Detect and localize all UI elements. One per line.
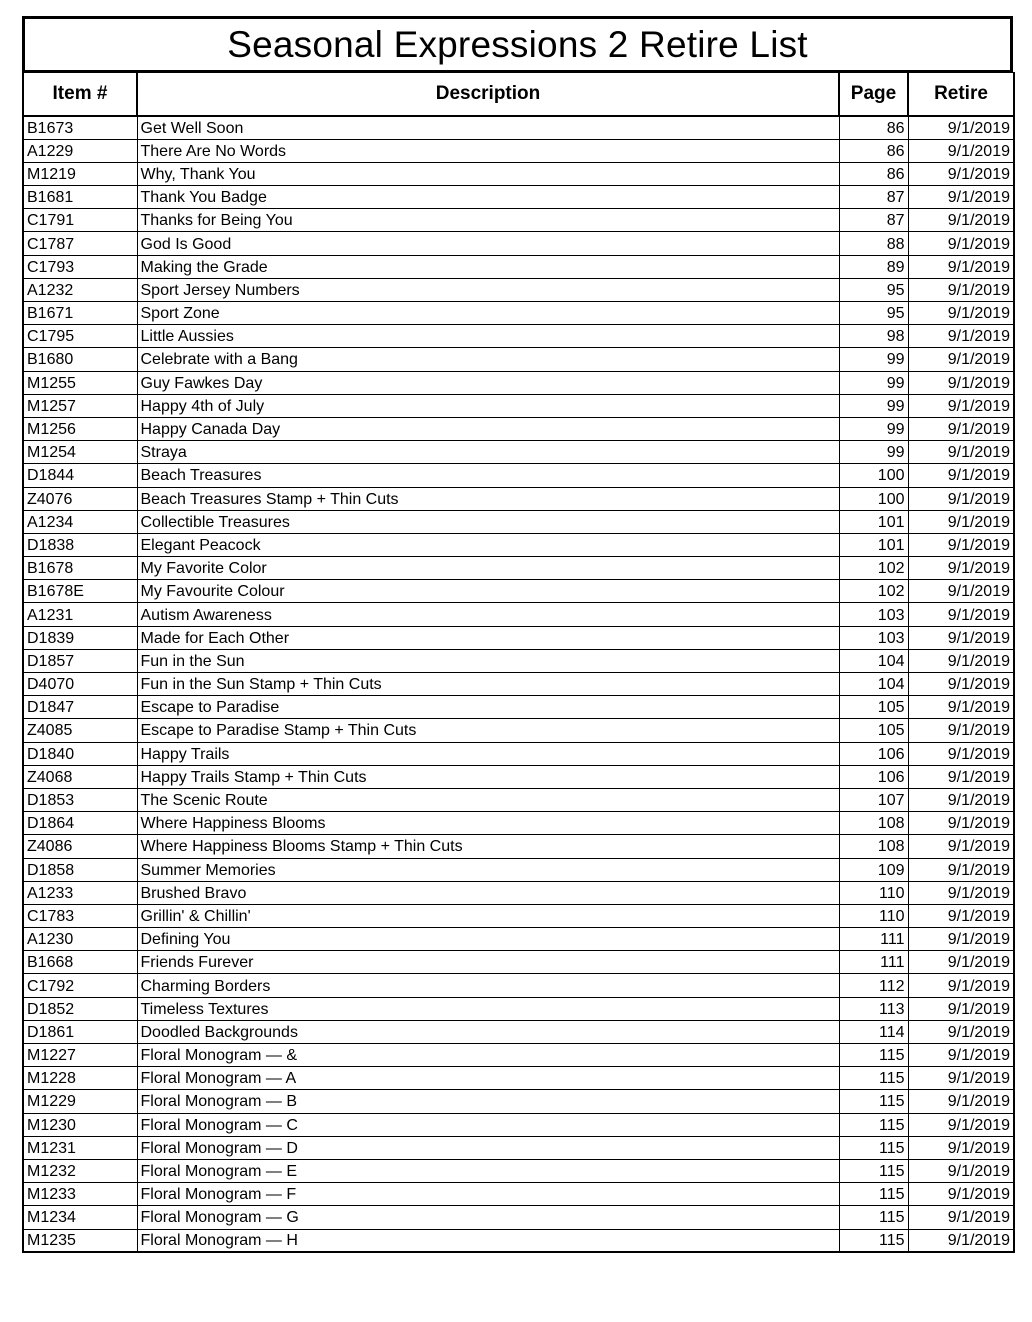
table-row (23, 417, 1014, 440)
cell-retire-date: 9/1/2019 (908, 371, 1014, 394)
cell-item-number: M1254 (23, 441, 137, 464)
cell-page: 115 (839, 1090, 908, 1113)
table-row (23, 696, 1014, 719)
cell-item-number: M1232 (23, 1159, 137, 1182)
cell-page: 104 (839, 649, 908, 672)
cell-item-number: A1233 (23, 881, 137, 904)
cell-retire-date: 9/1/2019 (908, 255, 1014, 278)
cell-description: Sport Jersey Numbers (137, 278, 839, 301)
cell-retire-date: 9/1/2019 (908, 788, 1014, 811)
cell-retire-date: 9/1/2019 (908, 765, 1014, 788)
cell-retire-date: 9/1/2019 (908, 162, 1014, 185)
table-row (23, 580, 1014, 603)
cell-description: The Scenic Route (137, 788, 839, 811)
column-header-page: Page (839, 72, 908, 116)
cell-description: Thanks for Being You (137, 209, 839, 232)
cell-description: Made for Each Other (137, 626, 839, 649)
table-row (23, 1067, 1014, 1090)
table-row (23, 788, 1014, 811)
table-row (23, 997, 1014, 1020)
cell-item-number: B1673 (23, 116, 137, 139)
cell-item-number: D1840 (23, 742, 137, 765)
cell-item-number: C1783 (23, 904, 137, 927)
cell-page: 112 (839, 974, 908, 997)
cell-retire-date: 9/1/2019 (908, 881, 1014, 904)
cell-page: 110 (839, 904, 908, 927)
cell-item-number: M1230 (23, 1113, 137, 1136)
cell-page: 115 (839, 1113, 908, 1136)
cell-item-number: Z4085 (23, 719, 137, 742)
cell-item-number: M1234 (23, 1206, 137, 1229)
cell-item-number: D1838 (23, 533, 137, 556)
cell-page: 102 (839, 580, 908, 603)
table-row (23, 812, 1014, 835)
cell-retire-date: 9/1/2019 (908, 649, 1014, 672)
cell-description: Happy 4th of July (137, 394, 839, 417)
cell-retire-date: 9/1/2019 (908, 1206, 1014, 1229)
cell-retire-date: 9/1/2019 (908, 533, 1014, 556)
cell-item-number: Z4076 (23, 487, 137, 510)
cell-item-number: B1668 (23, 951, 137, 974)
cell-description: Little Aussies (137, 325, 839, 348)
cell-page: 100 (839, 487, 908, 510)
cell-retire-date: 9/1/2019 (908, 441, 1014, 464)
cell-item-number: M1233 (23, 1183, 137, 1206)
cell-description: Elegant Peacock (137, 533, 839, 556)
cell-page: 115 (839, 1206, 908, 1229)
cell-description: Collectible Treasures (137, 510, 839, 533)
cell-description: Friends Furever (137, 951, 839, 974)
table-row (23, 1206, 1014, 1229)
table-row (23, 255, 1014, 278)
cell-retire-date: 9/1/2019 (908, 603, 1014, 626)
cell-page: 95 (839, 302, 908, 325)
cell-retire-date: 9/1/2019 (908, 417, 1014, 440)
cell-retire-date: 9/1/2019 (908, 719, 1014, 742)
table-row (23, 487, 1014, 510)
cell-page: 115 (839, 1229, 908, 1252)
table-row (23, 441, 1014, 464)
cell-description: There Are No Words (137, 139, 839, 162)
cell-description: Thank You Badge (137, 186, 839, 209)
cell-page: 104 (839, 673, 908, 696)
cell-item-number: M1228 (23, 1067, 137, 1090)
cell-retire-date: 9/1/2019 (908, 394, 1014, 417)
cell-item-number: B1681 (23, 186, 137, 209)
table-row (23, 209, 1014, 232)
cell-retire-date: 9/1/2019 (908, 557, 1014, 580)
cell-item-number: C1787 (23, 232, 137, 255)
cell-retire-date: 9/1/2019 (908, 928, 1014, 951)
table-row (23, 1044, 1014, 1067)
table-header-row (23, 72, 1014, 116)
table-row (23, 533, 1014, 556)
table-row (23, 162, 1014, 185)
cell-page: 110 (839, 881, 908, 904)
cell-page: 114 (839, 1020, 908, 1043)
table-row (23, 139, 1014, 162)
cell-page: 86 (839, 139, 908, 162)
cell-page: 108 (839, 835, 908, 858)
table-row (23, 835, 1014, 858)
table-row (23, 325, 1014, 348)
cell-item-number: D1847 (23, 696, 137, 719)
cell-description: Making the Grade (137, 255, 839, 278)
cell-page: 99 (839, 348, 908, 371)
cell-description: Grillin' & Chillin' (137, 904, 839, 927)
cell-item-number: C1795 (23, 325, 137, 348)
cell-description: Get Well Soon (137, 116, 839, 139)
cell-page: 115 (839, 1067, 908, 1090)
table-row (23, 881, 1014, 904)
retire-table (22, 72, 1015, 1253)
cell-description: Brushed Bravo (137, 881, 839, 904)
table-row (23, 1136, 1014, 1159)
cell-page: 115 (839, 1183, 908, 1206)
table-row (23, 626, 1014, 649)
cell-item-number: C1793 (23, 255, 137, 278)
cell-page: 99 (839, 417, 908, 440)
cell-page: 107 (839, 788, 908, 811)
cell-item-number: A1230 (23, 928, 137, 951)
cell-page: 87 (839, 209, 908, 232)
cell-page: 103 (839, 603, 908, 626)
cell-page: 89 (839, 255, 908, 278)
cell-description: Why, Thank You (137, 162, 839, 185)
cell-page: 103 (839, 626, 908, 649)
cell-item-number: D1853 (23, 788, 137, 811)
cell-description: Floral Monogram — C (137, 1113, 839, 1136)
cell-page: 98 (839, 325, 908, 348)
cell-page: 95 (839, 278, 908, 301)
cell-description: Guy Fawkes Day (137, 371, 839, 394)
cell-item-number: M1255 (23, 371, 137, 394)
cell-item-number: A1232 (23, 278, 137, 301)
cell-item-number: M1235 (23, 1229, 137, 1252)
cell-description: Timeless Textures (137, 997, 839, 1020)
table-row (23, 974, 1014, 997)
cell-item-number: D1858 (23, 858, 137, 881)
cell-item-number: M1257 (23, 394, 137, 417)
cell-page: 115 (839, 1044, 908, 1067)
table-row (23, 371, 1014, 394)
cell-description: Floral Monogram — B (137, 1090, 839, 1113)
cell-retire-date: 9/1/2019 (908, 951, 1014, 974)
cell-description: Straya (137, 441, 839, 464)
cell-description: Floral Monogram — H (137, 1229, 839, 1252)
cell-page: 111 (839, 951, 908, 974)
cell-page: 106 (839, 742, 908, 765)
cell-retire-date: 9/1/2019 (908, 232, 1014, 255)
cell-item-number: D4070 (23, 673, 137, 696)
table-row (23, 1229, 1014, 1252)
cell-page: 113 (839, 997, 908, 1020)
cell-retire-date: 9/1/2019 (908, 626, 1014, 649)
cell-page: 109 (839, 858, 908, 881)
cell-item-number: B1678E (23, 580, 137, 603)
cell-item-number: M1229 (23, 1090, 137, 1113)
cell-page: 101 (839, 533, 908, 556)
cell-description: Happy Canada Day (137, 417, 839, 440)
cell-item-number: B1678 (23, 557, 137, 580)
cell-item-number: A1231 (23, 603, 137, 626)
cell-retire-date: 9/1/2019 (908, 348, 1014, 371)
cell-description: Defining You (137, 928, 839, 951)
cell-page: 87 (839, 186, 908, 209)
cell-retire-date: 9/1/2019 (908, 1067, 1014, 1090)
table-row (23, 510, 1014, 533)
table-row (23, 394, 1014, 417)
cell-retire-date: 9/1/2019 (908, 510, 1014, 533)
cell-description: Celebrate with a Bang (137, 348, 839, 371)
table-row (23, 278, 1014, 301)
table-row (23, 649, 1014, 672)
cell-retire-date: 9/1/2019 (908, 974, 1014, 997)
table-row (23, 603, 1014, 626)
table-row (23, 1090, 1014, 1113)
table-row (23, 673, 1014, 696)
cell-item-number: A1229 (23, 139, 137, 162)
cell-retire-date: 9/1/2019 (908, 1229, 1014, 1252)
cell-description: Summer Memories (137, 858, 839, 881)
cell-retire-date: 9/1/2019 (908, 1090, 1014, 1113)
table-row (23, 719, 1014, 742)
cell-item-number: D1844 (23, 464, 137, 487)
cell-page: 88 (839, 232, 908, 255)
cell-item-number: Z4086 (23, 835, 137, 858)
cell-description: Doodled Backgrounds (137, 1020, 839, 1043)
cell-description: Escape to Paradise (137, 696, 839, 719)
cell-item-number: B1680 (23, 348, 137, 371)
cell-retire-date: 9/1/2019 (908, 116, 1014, 139)
cell-description: Beach Treasures (137, 464, 839, 487)
cell-description: Where Happiness Blooms (137, 812, 839, 835)
cell-item-number: Z4068 (23, 765, 137, 788)
table-row (23, 1183, 1014, 1206)
cell-description: Fun in the Sun Stamp + Thin Cuts (137, 673, 839, 696)
table-row (23, 928, 1014, 951)
cell-retire-date: 9/1/2019 (908, 580, 1014, 603)
cell-retire-date: 9/1/2019 (908, 673, 1014, 696)
cell-page: 99 (839, 371, 908, 394)
cell-retire-date: 9/1/2019 (908, 1020, 1014, 1043)
table-row (23, 464, 1014, 487)
table-row (23, 348, 1014, 371)
cell-page: 86 (839, 162, 908, 185)
cell-description: Floral Monogram — F (137, 1183, 839, 1206)
cell-retire-date: 9/1/2019 (908, 1113, 1014, 1136)
cell-retire-date: 9/1/2019 (908, 487, 1014, 510)
table-row (23, 1113, 1014, 1136)
cell-item-number: D1857 (23, 649, 137, 672)
cell-description: Sport Zone (137, 302, 839, 325)
cell-description: God Is Good (137, 232, 839, 255)
cell-retire-date: 9/1/2019 (908, 858, 1014, 881)
table-row (23, 951, 1014, 974)
cell-description: Happy Trails (137, 742, 839, 765)
table-row (23, 904, 1014, 927)
cell-description: Floral Monogram — A (137, 1067, 839, 1090)
cell-description: Floral Monogram — G (137, 1206, 839, 1229)
cell-retire-date: 9/1/2019 (908, 1159, 1014, 1182)
retire-list-sheet (22, 16, 1013, 1253)
cell-retire-date: 9/1/2019 (908, 302, 1014, 325)
table-row (23, 302, 1014, 325)
column-header-retire: Retire (908, 72, 1014, 116)
table-row (23, 116, 1014, 139)
cell-retire-date: 9/1/2019 (908, 997, 1014, 1020)
cell-description: Happy Trails Stamp + Thin Cuts (137, 765, 839, 788)
cell-retire-date: 9/1/2019 (908, 1183, 1014, 1206)
cell-description: Beach Treasures Stamp + Thin Cuts (137, 487, 839, 510)
cell-retire-date: 9/1/2019 (908, 139, 1014, 162)
cell-description: Floral Monogram — D (137, 1136, 839, 1159)
cell-retire-date: 9/1/2019 (908, 209, 1014, 232)
cell-retire-date: 9/1/2019 (908, 278, 1014, 301)
cell-item-number: D1852 (23, 997, 137, 1020)
cell-item-number: D1839 (23, 626, 137, 649)
table-row (23, 1020, 1014, 1043)
cell-page: 111 (839, 928, 908, 951)
cell-retire-date: 9/1/2019 (908, 464, 1014, 487)
cell-retire-date: 9/1/2019 (908, 696, 1014, 719)
cell-page: 115 (839, 1159, 908, 1182)
cell-description: Where Happiness Blooms Stamp + Thin Cuts (137, 835, 839, 858)
table-row (23, 742, 1014, 765)
cell-description: Floral Monogram — E (137, 1159, 839, 1182)
table-body (23, 116, 1014, 1252)
cell-page: 99 (839, 441, 908, 464)
cell-page: 101 (839, 510, 908, 533)
cell-item-number: C1792 (23, 974, 137, 997)
cell-retire-date: 9/1/2019 (908, 1136, 1014, 1159)
cell-page: 106 (839, 765, 908, 788)
cell-retire-date: 9/1/2019 (908, 186, 1014, 209)
cell-item-number: D1861 (23, 1020, 137, 1043)
table-row (23, 1159, 1014, 1182)
cell-item-number: M1231 (23, 1136, 137, 1159)
table-row (23, 232, 1014, 255)
table-row (23, 858, 1014, 881)
cell-description: My Favorite Color (137, 557, 839, 580)
cell-description: Escape to Paradise Stamp + Thin Cuts (137, 719, 839, 742)
cell-description: My Favourite Colour (137, 580, 839, 603)
cell-retire-date: 9/1/2019 (908, 835, 1014, 858)
document-title: Seasonal Expressions 2 Retire List (22, 16, 1013, 73)
cell-item-number: C1791 (23, 209, 137, 232)
table-row (23, 765, 1014, 788)
cell-description: Charming Borders (137, 974, 839, 997)
cell-description: Autism Awareness (137, 603, 839, 626)
cell-item-number: B1671 (23, 302, 137, 325)
cell-page: 86 (839, 116, 908, 139)
table-row (23, 186, 1014, 209)
cell-retire-date: 9/1/2019 (908, 1044, 1014, 1067)
cell-page: 108 (839, 812, 908, 835)
cell-retire-date: 9/1/2019 (908, 812, 1014, 835)
column-header-item: Item # (23, 72, 137, 116)
cell-item-number: A1234 (23, 510, 137, 533)
cell-retire-date: 9/1/2019 (908, 904, 1014, 927)
cell-page: 102 (839, 557, 908, 580)
cell-retire-date: 9/1/2019 (908, 325, 1014, 348)
cell-item-number: M1256 (23, 417, 137, 440)
cell-description: Fun in the Sun (137, 649, 839, 672)
column-header-description: Description (137, 72, 839, 116)
cell-item-number: M1219 (23, 162, 137, 185)
cell-item-number: M1227 (23, 1044, 137, 1067)
cell-description: Floral Monogram — & (137, 1044, 839, 1067)
cell-page: 99 (839, 394, 908, 417)
cell-page: 105 (839, 696, 908, 719)
cell-retire-date: 9/1/2019 (908, 742, 1014, 765)
cell-item-number: D1864 (23, 812, 137, 835)
cell-page: 115 (839, 1136, 908, 1159)
cell-page: 105 (839, 719, 908, 742)
table-row (23, 557, 1014, 580)
cell-page: 100 (839, 464, 908, 487)
